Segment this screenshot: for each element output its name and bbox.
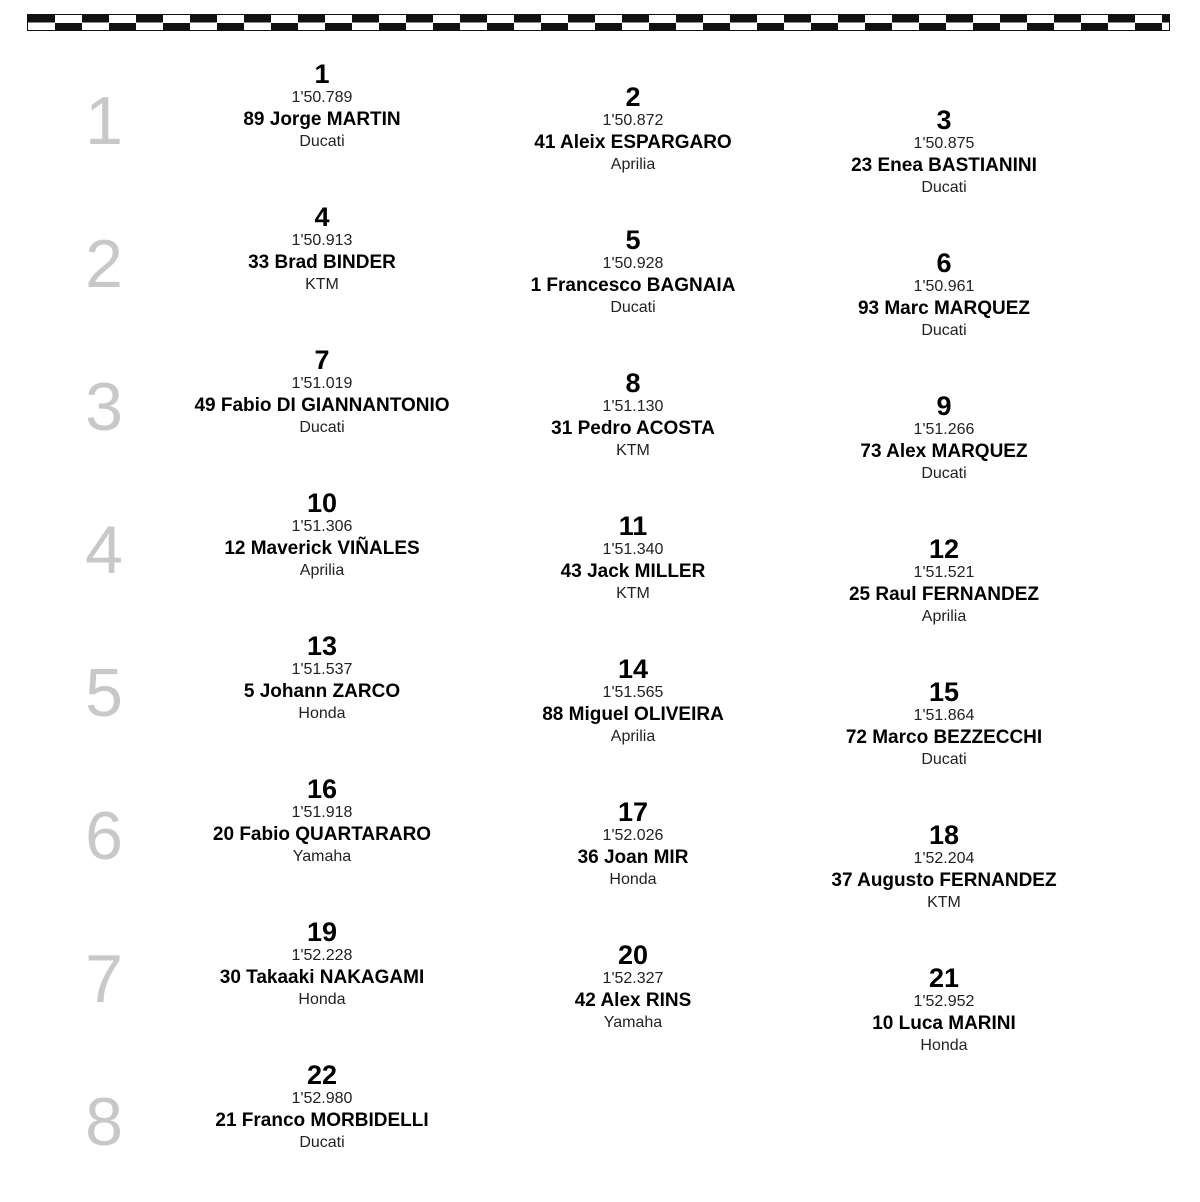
grid-position: 7 (314, 345, 330, 375)
grid-position: 13 (306, 631, 338, 661)
rider-name: 33 Brad BINDER (248, 252, 396, 273)
grid-slot (172, 203, 472, 295)
team-name: Aprilia (610, 728, 656, 745)
grid-slot (483, 83, 783, 175)
rider-name: 89 Jorge MARTIN (243, 109, 401, 130)
lap-time: 1'51.537 (291, 661, 353, 678)
grid-slot (172, 918, 472, 1010)
lap-time: 1'51.565 (602, 684, 664, 701)
rider-name: 30 Takaaki NAKAGAMI (219, 967, 425, 988)
grid-slot (483, 512, 783, 604)
grid-slot (483, 369, 783, 461)
team-name: Ducati (921, 179, 967, 196)
lap-time: 1'51.266 (913, 421, 975, 438)
rider-name: 20 Fabio QUARTARARO (212, 824, 432, 845)
grid-position: 12 (928, 534, 960, 564)
grid-position: 8 (625, 368, 641, 398)
team-name: Aprilia (299, 562, 345, 579)
grid-row-number: 5 (85, 655, 123, 731)
rider-name: 23 Enea BASTIANINI (851, 155, 1037, 176)
rider-name: 73 Alex MARQUEZ (860, 441, 1028, 462)
team-name: KTM (616, 442, 650, 459)
lap-time: 1'50.928 (602, 255, 664, 272)
lap-time: 1'51.918 (291, 804, 353, 821)
lap-time: 1'50.913 (291, 232, 353, 249)
grid-position: 22 (306, 1060, 338, 1090)
grid-slot (172, 60, 472, 152)
lap-time: 1'51.864 (913, 707, 975, 724)
rider-name: 21 Franco MORBIDELLI (215, 1110, 429, 1131)
team-name: KTM (305, 276, 339, 293)
grid-position: 4 (314, 202, 330, 232)
grid-position: 17 (617, 797, 649, 827)
grid-position: 14 (617, 654, 649, 684)
rider-name: 10 Luca MARINI (872, 1013, 1016, 1034)
grid-slot (172, 632, 472, 724)
grid-slot (794, 392, 1094, 484)
grid-row-number: 7 (85, 941, 123, 1017)
lap-time: 1'50.872 (602, 112, 664, 129)
team-name: Yamaha (603, 1014, 663, 1031)
team-name: Ducati (610, 299, 656, 316)
grid-slot (794, 678, 1094, 770)
rider-name: 41 Aleix ESPARGARO (534, 132, 732, 153)
lap-time: 1'52.980 (291, 1090, 353, 1107)
team-name: KTM (616, 585, 650, 602)
grid-position: 6 (936, 248, 952, 278)
lap-time: 1'50.961 (913, 278, 975, 295)
lap-time: 1'52.228 (291, 947, 353, 964)
team-name: Aprilia (921, 608, 967, 625)
team-name: Yamaha (292, 848, 352, 865)
grid-position: 18 (928, 820, 960, 850)
grid-slot (483, 941, 783, 1033)
grid-slot (794, 106, 1094, 198)
rider-name: 5 Johann ZARCO (243, 681, 401, 702)
team-name: Honda (298, 991, 346, 1008)
grid-position: 19 (306, 917, 338, 947)
team-name: Honda (920, 1037, 968, 1054)
grid-position: 11 (618, 511, 648, 541)
grid-slot (794, 249, 1094, 341)
rider-name: 49 Fabio DI GIANNANTONIO (194, 395, 450, 416)
grid-position: 16 (306, 774, 338, 804)
lap-time: 1'50.789 (291, 89, 353, 106)
rider-name: 42 Alex RINS (574, 990, 692, 1011)
grid-slot (483, 655, 783, 747)
team-name: Ducati (921, 465, 967, 482)
grid-row-number: 3 (85, 369, 123, 445)
rider-name: 37 Augusto FERNANDEZ (831, 870, 1057, 891)
team-name: Honda (298, 705, 346, 722)
grid-row-number: 6 (85, 798, 123, 874)
lap-time: 1'51.340 (602, 541, 664, 558)
grid-slot (172, 489, 472, 581)
grid-slot (483, 226, 783, 318)
rider-name: 72 Marco BEZZECCHI (845, 727, 1043, 748)
grid-slot (483, 798, 783, 890)
lap-time: 1'52.952 (913, 993, 975, 1010)
grid-row-number: 2 (85, 226, 123, 302)
team-name: Ducati (299, 1134, 345, 1151)
grid-position: 5 (625, 225, 641, 255)
team-name: Ducati (299, 133, 345, 150)
grid-row-number: 1 (85, 83, 123, 159)
grid-slot (172, 775, 472, 867)
grid-position: 9 (936, 391, 952, 421)
grid-position: 20 (617, 940, 649, 970)
rider-name: 31 Pedro ACOSTA (551, 418, 715, 439)
rider-name: 12 Maverick VIÑALES (224, 538, 420, 559)
grid-position: 15 (928, 677, 960, 707)
lap-time: 1'51.019 (291, 375, 353, 392)
rider-name: 25 Raul FERNANDEZ (848, 584, 1040, 605)
grid-row-number: 8 (85, 1084, 123, 1160)
rider-name: 36 Joan MIR (577, 847, 689, 868)
lap-time: 1'50.875 (913, 135, 975, 152)
lap-time: 1'52.204 (913, 850, 975, 867)
grid-position: 21 (928, 963, 960, 993)
rider-name: 43 Jack MILLER (560, 561, 706, 582)
grid-row-number: 4 (85, 512, 123, 588)
team-name: Honda (609, 871, 657, 888)
team-name: KTM (927, 894, 961, 911)
grid-slot (794, 535, 1094, 627)
grid-slot (794, 964, 1094, 1056)
grid-position: 10 (306, 488, 338, 518)
grid-position: 3 (936, 105, 952, 135)
rider-name: 1 Francesco BAGNAIA (530, 275, 736, 296)
team-name: Ducati (299, 419, 345, 436)
grid-position: 2 (625, 82, 641, 112)
lap-time: 1'51.130 (602, 398, 664, 415)
grid-position: 1 (314, 59, 330, 89)
team-name: Aprilia (610, 156, 656, 173)
team-name: Ducati (921, 322, 967, 339)
lap-time: 1'51.521 (913, 564, 975, 581)
checkered-flag-banner (27, 14, 1170, 31)
rider-name: 93 Marc MARQUEZ (857, 298, 1031, 319)
lap-time: 1'52.026 (602, 827, 664, 844)
grid-slot (794, 821, 1094, 913)
grid-slot (172, 346, 472, 438)
lap-time: 1'52.327 (602, 970, 664, 987)
grid-slot (172, 1061, 472, 1153)
team-name: Ducati (921, 751, 967, 768)
rider-name: 88 Miguel OLIVEIRA (542, 704, 724, 725)
lap-time: 1'51.306 (291, 518, 353, 535)
